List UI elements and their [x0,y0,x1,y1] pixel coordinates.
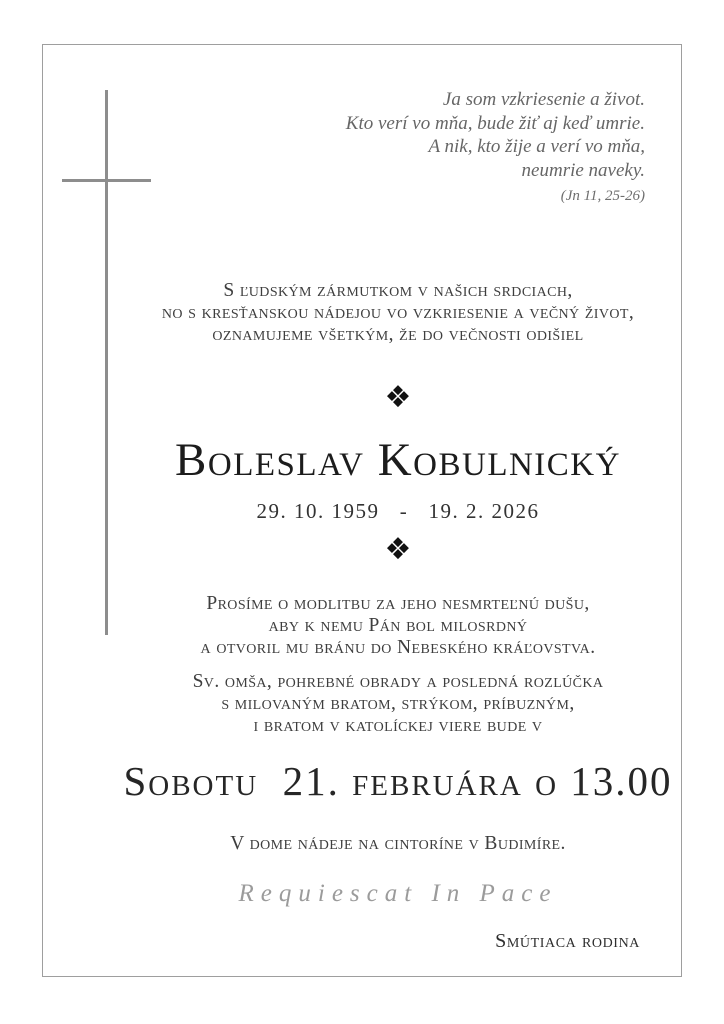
ornament-diamond-icon: ❖ [384,532,412,567]
intro-line: S ľudským zármutkom v našich srdciach, [223,280,573,301]
prayer-line: Prosíme o modlitbu za jeho nesmrteľnú dušu, [206,593,590,614]
quote-line: Ja som vzkriesenie a život. [442,89,645,110]
ornament-diamond-icon: ❖ [384,380,412,415]
prayer-request [113,593,683,659]
intro-line: no s kresťanskou nádejou vo vzkriesenie a večný život, [161,302,635,323]
funeral-ceremony-intro [113,671,683,737]
scripture-quote [113,88,683,209]
funeral-place: V dome nádeje na cintoríne v Budimíre. [230,833,566,854]
prayer-line: a otvoril mu bránu do Nebeského kráľovstva. [200,637,596,658]
life-dates: 29. 10. 1959 - 19. 2. 2026 [256,499,540,523]
intro-line: oznamujeme všetkým, že do večnosti odišiel [212,324,584,345]
quote-line: Kto verí vo mňa, bude žiť aj keď umrie. [345,112,645,134]
cross-icon [105,90,108,635]
quote-line: neumrie naveky. [521,159,645,181]
funeral-datetime: Sobotu 21. februára o 13.00 [123,758,673,804]
funeral-intro-line: i bratom v katolíckej viere bude v [253,715,543,736]
requiescat-motto: Requiescat In Pace [238,880,558,907]
quote-line: A nik, kto žije a verí vo mňa, [428,136,645,157]
mourning-family-signature: Smútiaca rodina [495,930,640,952]
quote-reference: (Jn 11, 25-26) [560,188,645,204]
funeral-intro-line: s milovaným bratom, strýkom, príbuzným, [221,693,575,714]
announcement-intro [113,280,683,346]
funeral-intro-line: Sv. omša, pohrebné obrady a posledná rozlúčka [192,671,604,692]
prayer-line: aby k nemu Pán bol milosrdný [268,615,528,636]
deceased-name: Boleslav Kobulnický [175,434,621,486]
